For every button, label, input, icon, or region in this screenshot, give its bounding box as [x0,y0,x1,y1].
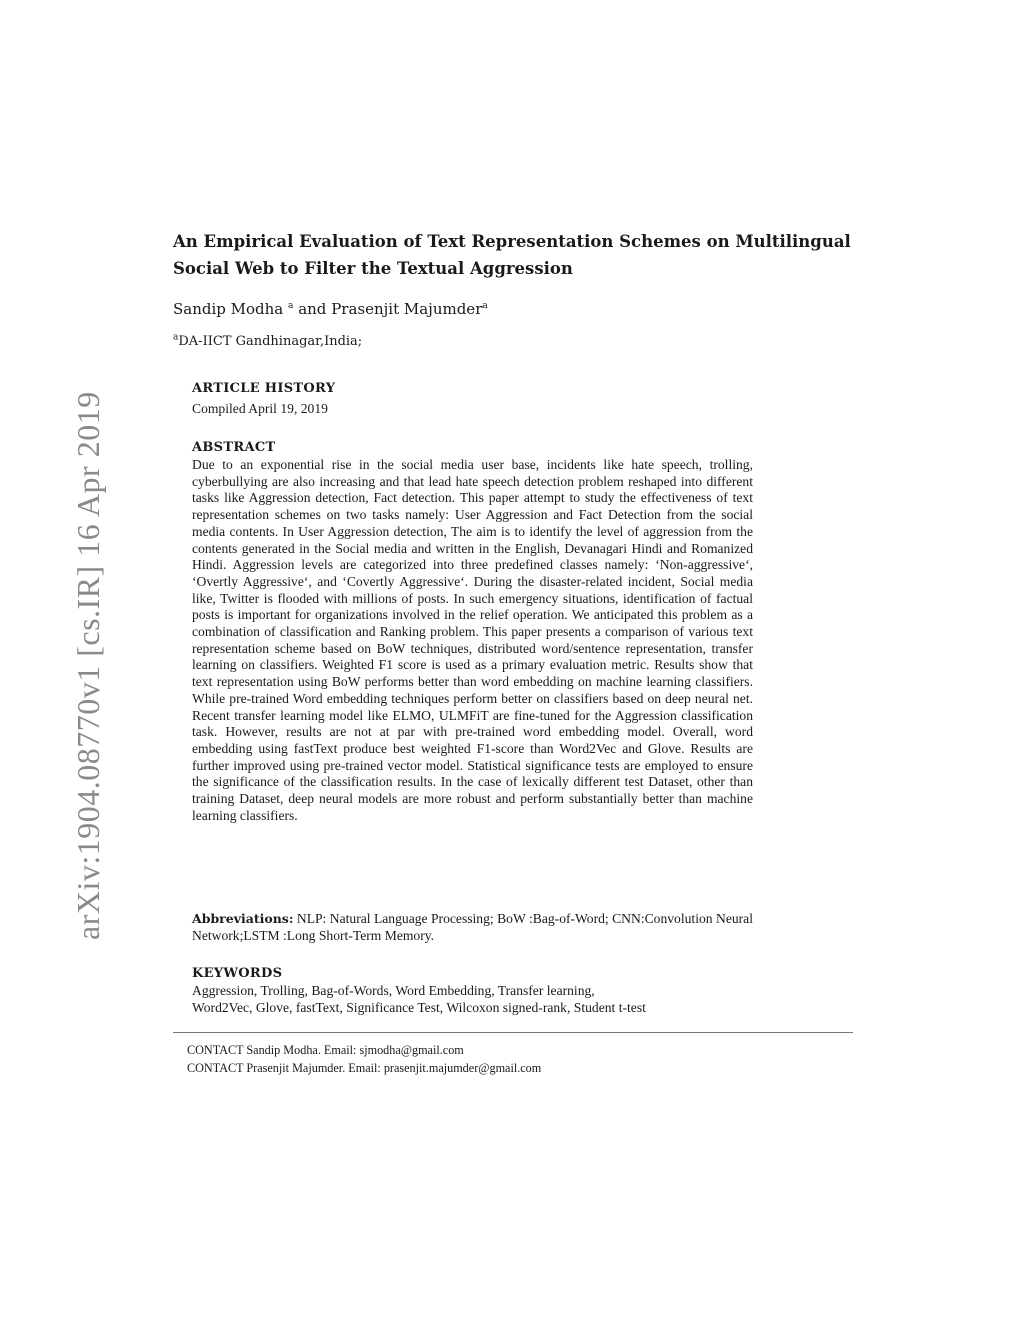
keywords-line: Word2Vec, Glove, fastText, Significance Test, Wilcoxon signed-rank, Student t-test [192,999,646,1015]
abbreviations-section [192,911,753,944]
abstract-heading: ABSTRACT [192,440,276,455]
affiliation [173,334,362,349]
contact-line: CONTACT Sandip Modha. Email: sjmodha@gmail.com [187,1043,464,1057]
author-name: Sandip Modha [173,300,284,318]
footnote-divider [173,1032,853,1033]
keywords-heading: KEYWORDS [192,966,283,981]
keywords-line: Aggression, Trolling, Bag-of-Words, Word Embedding, Transfer learning, [192,983,595,998]
abstract-section [192,440,753,824]
paper-title: An Empirical Evaluation of Text Representation Schemes on Multilingual Social Web to Filter the Textual Aggression [173,232,851,278]
abbreviations-label: Abbreviations: [192,911,294,926]
contact-line: CONTACT Prasenjit Majumder. Email: prasenjit.majumder@gmail.com [187,1061,542,1075]
author-line [173,300,488,318]
abbreviations-text [192,911,753,944]
abbreviations-content: NLP: Natural Language Processing; BoW :Bag-of-Word; CNN:Convolution Neural Network;LSTM :Long Short-Term Memory. [192,911,753,943]
compiled-date: Compiled April 19, 2019 [192,401,328,416]
affiliation-text: DA-IICT Gandhinagar,India; [178,334,363,349]
abstract-body: Due to an exponential rise in the social media user base, incidents like hate speech, trolling, cyberbullying are also increasing and that lead hate speech detection problem reshaped into different tasks like Aggression detection, Fact detection. This paper attempt to study the effectiveness of text representation schemes on two tasks namely: User Aggression and Fact Detection from the social media contents. In User Aggression detection, The aim is to identify the level of aggression from the contents generated in the Social media and written in the English, Devanagari Hindi and Romanized Hindi. Aggression levels are categorized into three predefined classes namely: ‘Non-aggressive‘, ‘Overtly Aggressive‘, and ‘Covertly Aggressive‘. During the disaster-related incident, Social media like, Twitter is flooded with millions of posts. In such emergency situations, identification of factual posts is important for organizations involved in the relief operation. We anticipated this problem as a combination of classification and Ranking problem. This paper presents a comparison of various text representation scheme based on BoW techniques, distributed word/sentence representation, transfer learning on classifiers. Weighted F1 score is used as a primary evaluation metric. Results show that text representation using BoW performs better than word embedding on machine learning classifiers. While pre-trained Word embedding techniques perform better on classifiers based on deep neural net. Recent transfer learning model like ELMO, ULMFiT are fine-tuned for the Aggression classification task. However, results are not at par with pre-trained word embedding model. Overall, word embedding using fastText produce best weighted F1-score than Word2Vec and Glove. Results are further improved using pre-trained vector model. Statistical significance tests are employed to ensure the significance of the classification results. In the case of lexically different test Dataset, other than training Dataset, deep neural models are more robust and perform substantially better than machine learning classifiers. [192,457,753,823]
affiliation-marker: a [288,301,294,311]
affiliation-marker: a [482,301,488,311]
article-history [192,381,753,418]
article-history-heading: ARTICLE HISTORY [192,381,336,396]
author-connector: and [298,300,327,318]
keywords-section [192,966,753,1016]
affiliation-marker: a [173,332,179,343]
arxiv-identifier: arXiv:1904.08770v1 [cs.IR] 16 Apr 2019 [70,391,106,940]
author-name: Prasenjit Majumder [331,300,483,318]
